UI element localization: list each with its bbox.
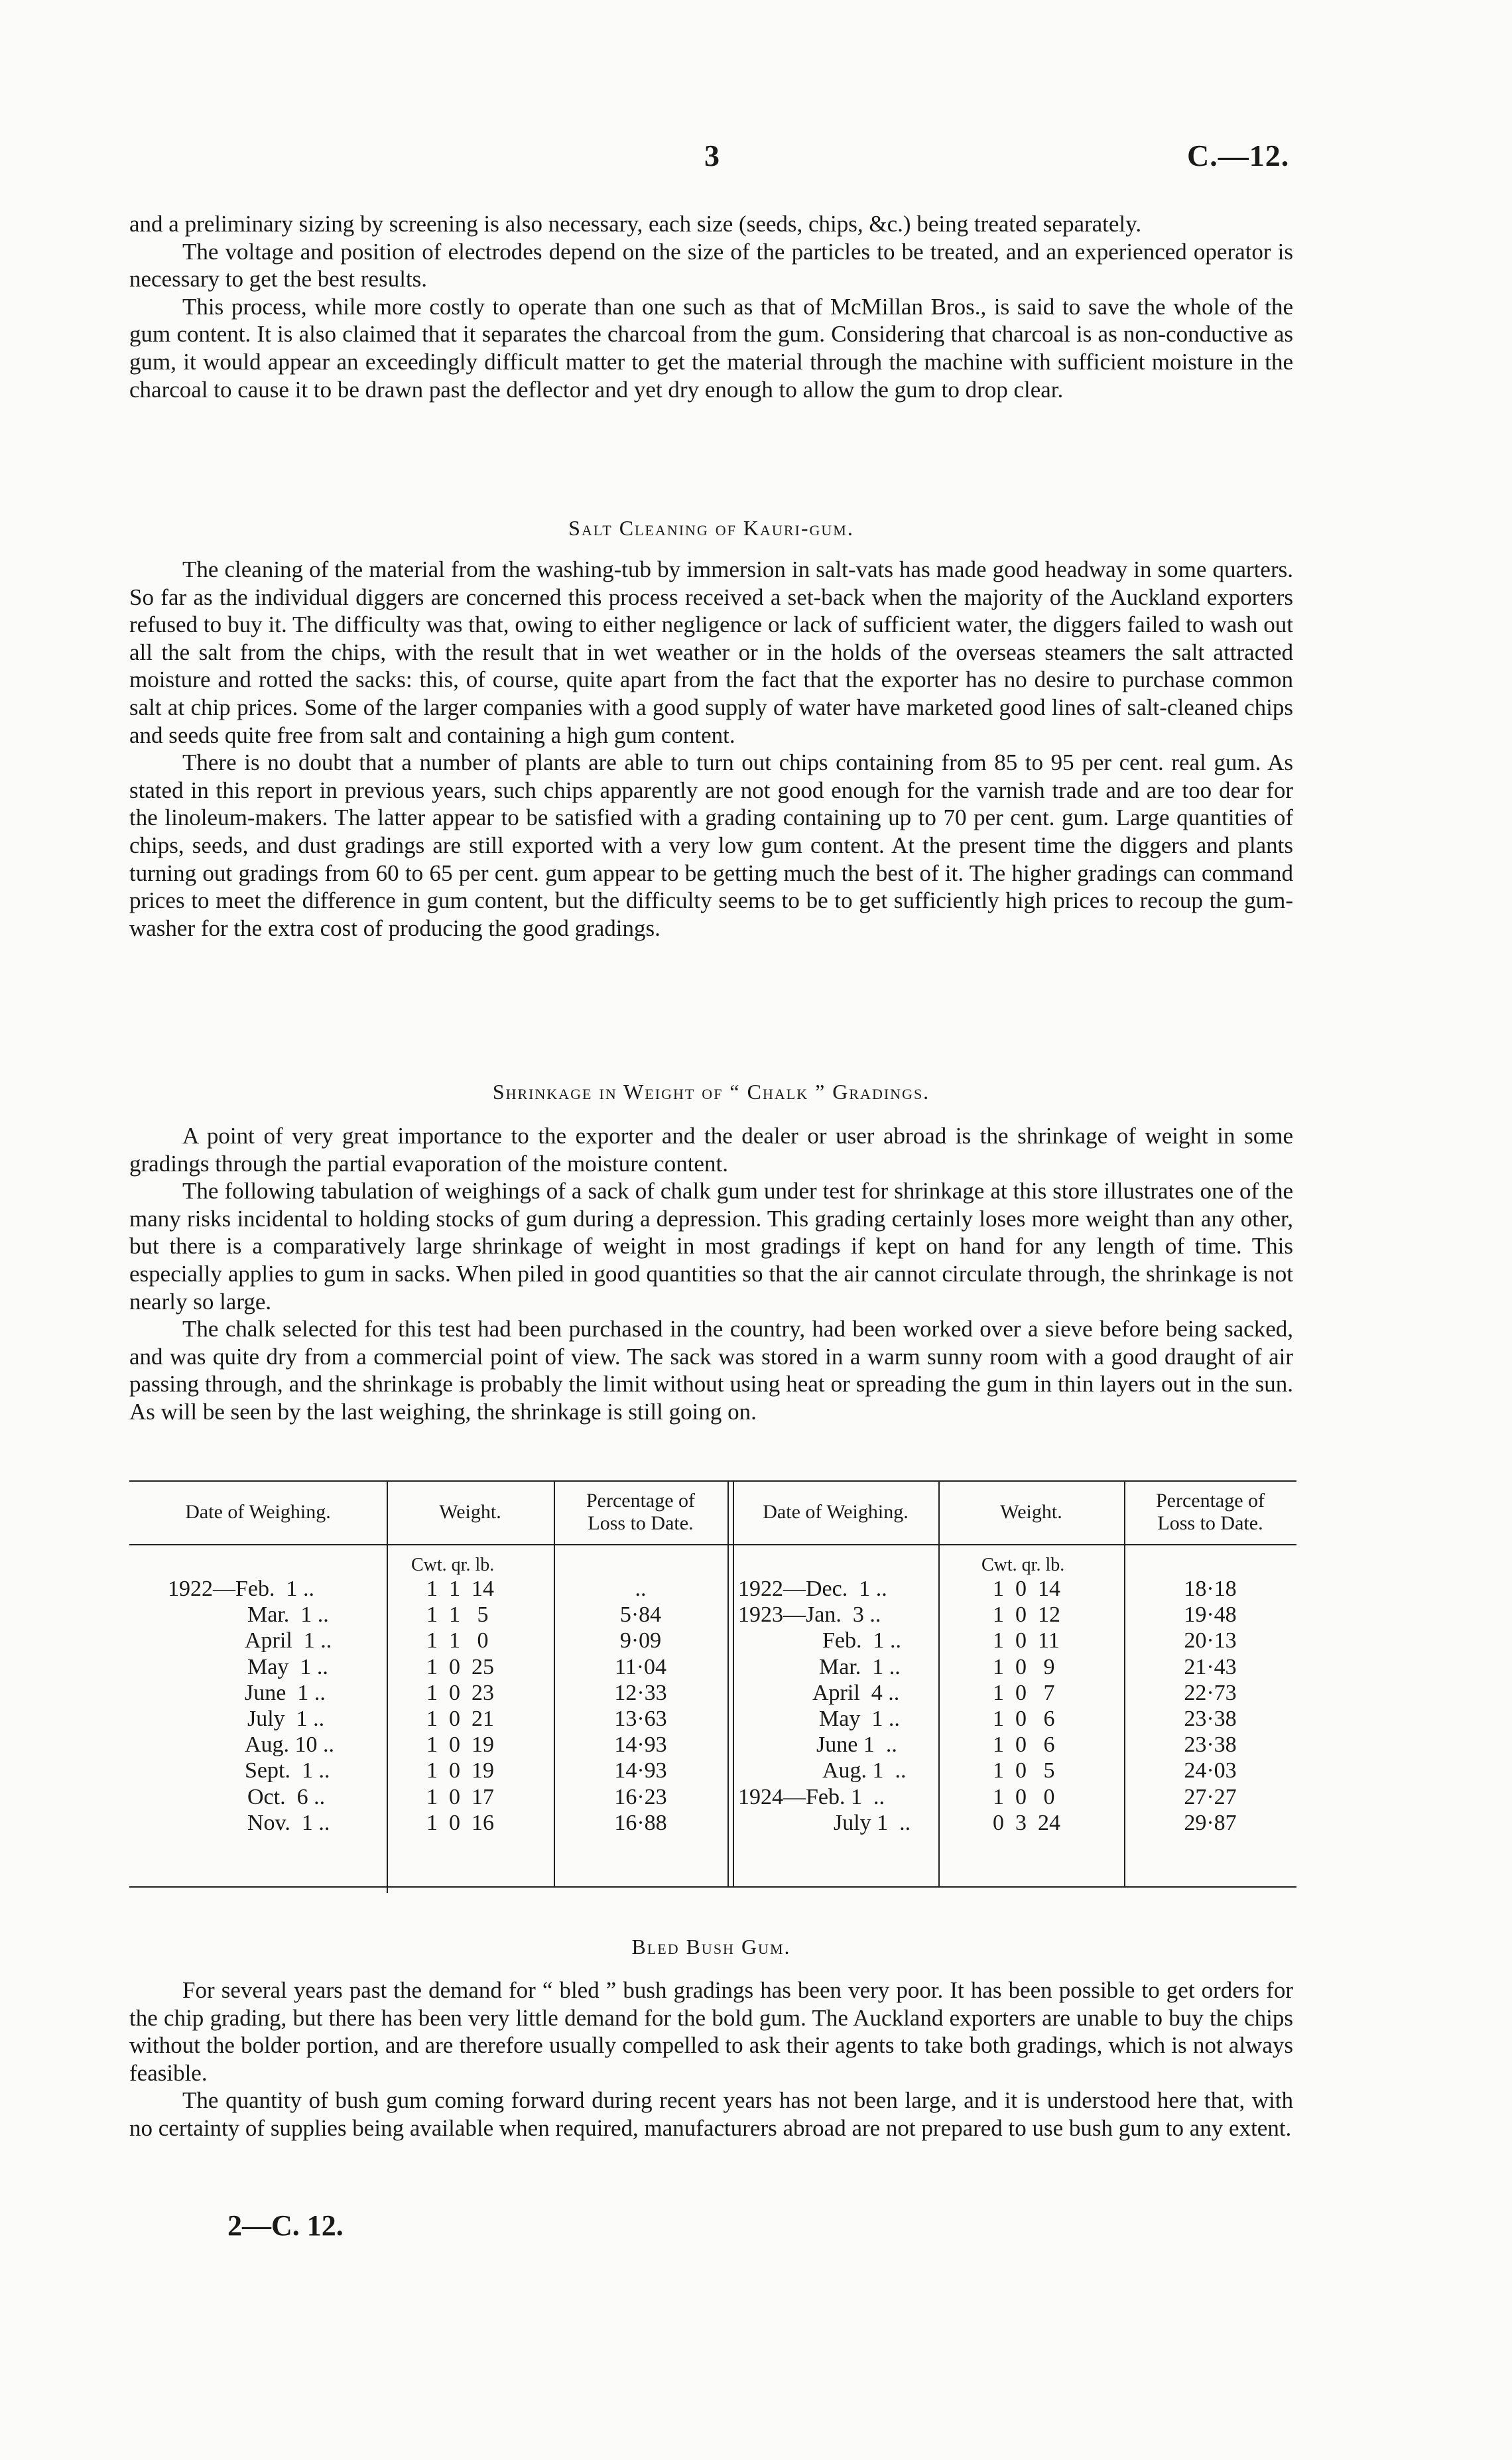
table-cell-date: 1923—Jan. 3 ..	[738, 1602, 881, 1627]
table-cell-date: Aug. 10 ..	[245, 1732, 335, 1757]
document-reference: C.—12.	[1187, 139, 1290, 172]
table-cell-weight: 1 0 23	[426, 1681, 494, 1705]
table-cell-date: April 1 ..	[245, 1628, 332, 1653]
table-cell-percentage: 13·63	[614, 1707, 667, 1731]
header-percentage-line-2: Loss to Date.	[588, 1512, 694, 1534]
table-cell-date: 1924—Feb. 1 ..	[738, 1785, 885, 1809]
table-cell-percentage: 24·03	[1184, 1758, 1237, 1783]
table-top-rule	[129, 1480, 1296, 1482]
table-cell-percentage: 29·87	[1184, 1811, 1237, 1835]
units-left: Cwt. qr. lb.	[411, 1555, 495, 1575]
shrinkage-paragraph-3: The chalk selected for this test had been purchased in the country, had been worked over a sieve before being sacked, and was quite dry from a commercial point of view. The sack was stored in a warm sunny room with a good draught of air passing through, and the shrinkage is probably the limit without using heat or spreading the gum in thin layers out in the sun. As will be seen by the last weighing, the shrinkage is still going on.	[129, 1316, 1293, 1425]
table-cell-percentage: 18·18	[1184, 1577, 1237, 1601]
table-cell-weight: 1 0 14	[993, 1577, 1060, 1601]
table-cell-weight: 1 0 0	[993, 1785, 1055, 1809]
table-cell-percentage: ..	[635, 1577, 647, 1601]
shrinkage-paragraph-2: The following tabulation of weighings of a sack of chalk gum under test for shrinkage at this store illustrates one of the many risks incidental to holding stocks of gum during a depression. This grading certainly loses more weight than any other, but there is a comparatively large shrinkage of weight in most gradings if kept on hand for any length of time. This especially applies to gum in sacks. When piled in good quantities so that the air cannot circulate through, the shrinkage is not nearly so large.	[129, 1178, 1293, 1315]
table-cell-percentage: 23·38	[1184, 1732, 1237, 1757]
column-divider	[387, 1480, 388, 1893]
table-cell-weight: 1 0 6	[993, 1707, 1055, 1731]
table-cell-percentage: 14·93	[614, 1732, 667, 1757]
table-cell-percentage: 19·48	[1184, 1602, 1237, 1627]
table-cell-date: Aug. 1 ..	[822, 1758, 907, 1783]
table-bottom-rule	[129, 1886, 1296, 1888]
shrinkage-section	[129, 1122, 1293, 1426]
page-number: 3	[704, 139, 720, 172]
table-cell-weight: 1 0 25	[426, 1655, 494, 1679]
table-cell-weight: 1 1 14	[426, 1577, 494, 1601]
bled-bush-paragraph-1: For several years past the demand for “ bled ” bush gradings has been very poor. It has been possible to get orders for the chip grading, but there has been very little demand for the bold gum. The Auckland exporters are unable to buy the chips without the bolder portion, and are therefore usually compelled to ask their agents to take both gradings, which is not always feasible.	[129, 1977, 1293, 2086]
table-cell-weight: 1 1 5	[426, 1602, 489, 1627]
table-cell-percentage: 5·84	[619, 1602, 662, 1627]
table-cell-percentage: 14·93	[614, 1758, 667, 1783]
table-cell-weight: 1 0 17	[426, 1785, 494, 1809]
column-divider-double	[733, 1480, 734, 1886]
column-divider	[938, 1480, 940, 1886]
table-cell-date: May 1 ..	[819, 1707, 900, 1731]
table-cell-date: Oct. 6 ..	[247, 1785, 326, 1809]
signature-mark: 2—C. 12.	[227, 2209, 344, 2242]
intro-paragraph-1: and a preliminary sizing by screening is also necessary, each size (seeds, chips, &c.) being treated separately.	[129, 211, 1142, 237]
table-cell-weight: 0 3 24	[993, 1811, 1060, 1835]
table-cell-weight: 1 0 6	[993, 1732, 1055, 1757]
table-cell-date: 1922—Feb. 1 ..	[168, 1577, 314, 1601]
table-cell-percentage: 27·27	[1184, 1785, 1237, 1809]
table-cell-percentage: 21·43	[1184, 1655, 1237, 1679]
table-cell-date: July 1 ..	[247, 1707, 325, 1731]
table-cell-weight: 1 0 16	[426, 1811, 494, 1835]
header-percentage-right	[1124, 1490, 1296, 1535]
table-cell-date: Mar. 1 ..	[247, 1602, 329, 1627]
salt-cleaning-paragraph-1: The cleaning of the material from the washing-tub by immersion in salt-vats has made good headway in some quarters. So far as the individual diggers are concerned this process received a set-back when the majority of the Auckland exporters refused to buy it. The difficulty was that, owing to either negligence or lack of sufficient water, the diggers failed to wash out all the salt from the chips, with the result that in wet weather or in the holds of the overseas steamers the salt attracted moisture and rotted the sacks: this, of course, quite apart from the fact that the exporter has no desire to purchase common salt at chip prices. Some of the larger companies with a good supply of water have marketed good lines of salt-cleaned chips and seeds quite free from salt and containing a high gum content.	[129, 556, 1293, 748]
column-divider	[1124, 1480, 1125, 1886]
header-weight-left: Weight.	[439, 1501, 501, 1523]
header-percentage-left	[554, 1490, 727, 1535]
table-cell-percentage: 23·38	[1184, 1707, 1237, 1731]
bled-bush-paragraph-2: The quantity of bush gum coming forward during recent years has not been large, and it is understood here that, with no certainty of supplies being available when required, manufacturers abroad are not prepared to use bush gum to any extent.	[129, 2087, 1293, 2141]
table-cell-percentage: 16·23	[614, 1785, 667, 1809]
table-cell-date: July 1 ..	[834, 1811, 911, 1835]
intro-paragraph-2: The voltage and position of electrodes depend on the size of the particles to be treated, and an experienced operator is necessary to get the best results.	[129, 238, 1293, 292]
table-cell-weight: 1 0 21	[426, 1707, 494, 1731]
bled-bush-heading: Bled Bush Gum.	[631, 1935, 791, 1959]
salt-cleaning-section	[129, 556, 1293, 942]
table-cell-percentage: 20·13	[1184, 1628, 1237, 1653]
table-cell-weight: 1 0 9	[993, 1655, 1055, 1679]
table-cell-weight: 1 0 7	[993, 1681, 1055, 1705]
column-divider	[554, 1480, 555, 1886]
header-weight-right: Weight.	[1000, 1501, 1062, 1523]
shrinkage-paragraph-1: A point of very great importance to the exporter and the dealer or user abroad is the shrinkage of weight in some gradings through the partial evaporation of the moisture content.	[129, 1123, 1293, 1177]
table-cell-percentage: 11·04	[614, 1655, 667, 1679]
intro-paragraph-3: This process, while more costly to operate than one such as that of McMillan Bros., is said to save the whole of the gum content. It is also claimed that it separates the charcoal from the gum. Considering that charcoal is as non-conductive as gum, it would appear an exceedingly difficult matter to get the material through the machine with sufficient moisture in the charcoal to cause it to be drawn past the deflector and yet dry enough to allow the gum to drop clear.	[129, 293, 1293, 403]
table-cell-percentage: 12·33	[614, 1681, 667, 1705]
table-cell-weight: 1 0 11	[993, 1628, 1060, 1653]
header-date-left: Date of Weighing.	[185, 1501, 331, 1523]
table-cell-date: May 1 ..	[247, 1655, 328, 1679]
table-cell-weight: 1 1 0	[426, 1628, 489, 1653]
table-cell-weight: 1 0 19	[426, 1758, 494, 1783]
table-cell-percentage: 22·73	[1184, 1681, 1237, 1705]
table-cell-date: Nov. 1 ..	[247, 1811, 330, 1835]
shrinkage-table	[129, 1480, 1296, 1893]
table-cell-percentage: 9·09	[619, 1628, 662, 1653]
table-cell-date: 1922—Dec. 1 ..	[738, 1577, 887, 1601]
salt-cleaning-heading: Salt Cleaning of Kauri-gum.	[568, 516, 854, 540]
bled-bush-section	[129, 1976, 1293, 2142]
table-cell-date: Sept. 1 ..	[245, 1758, 330, 1783]
header-percentage-line-1: Percentage of	[586, 1490, 696, 1512]
table-cell-percentage: 16·88	[614, 1811, 667, 1835]
header-percentage-line-1: Percentage of	[1155, 1490, 1265, 1512]
column-divider-double	[727, 1480, 729, 1886]
table-cell-date: Mar. 1 ..	[819, 1655, 901, 1679]
intro-section	[129, 210, 1293, 403]
table-cell-date: Feb. 1 ..	[822, 1628, 901, 1653]
units-right: Cwt. qr. lb.	[981, 1555, 1065, 1575]
table-cell-weight: 1 0 19	[426, 1732, 494, 1757]
table-header-rule	[129, 1544, 1296, 1545]
table-cell-weight: 1 0 5	[993, 1758, 1055, 1783]
header-date-right: Date of Weighing.	[763, 1501, 909, 1523]
salt-cleaning-paragraph-2: There is no doubt that a number of plants are able to turn out chips containing from 85 to 95 per cent. real gum. As stated in this report in previous years, such chips apparently are not good enough for the varnish trade and are too dear for the linoleum-makers. The latter appear to be satisfied with a grading containing up to 70 per cent. gum. Large quantities of chips, seeds, and dust gradings are still exported with a very low gum content. At the present time the diggers and plants turning out gradings from 60 to 65 per cent. gum appear to be getting much the best of it. The higher gradings can command prices to meet the difference in gum content, but the difficulty seems to be to get sufficiently high prices to recoup the gum-washer for the extra cost of producing the good gradings.	[129, 749, 1293, 941]
header-percentage-line-2: Loss to Date.	[1157, 1512, 1263, 1534]
table-cell-date: June 1 ..	[816, 1732, 897, 1757]
table-cell-date: April 4 ..	[812, 1681, 900, 1705]
table-cell-weight: 1 0 12	[993, 1602, 1060, 1627]
table-cell-date: June 1 ..	[245, 1681, 326, 1705]
shrinkage-heading: Shrinkage in Weight of “ Chalk ” Gradings.	[492, 1080, 930, 1104]
